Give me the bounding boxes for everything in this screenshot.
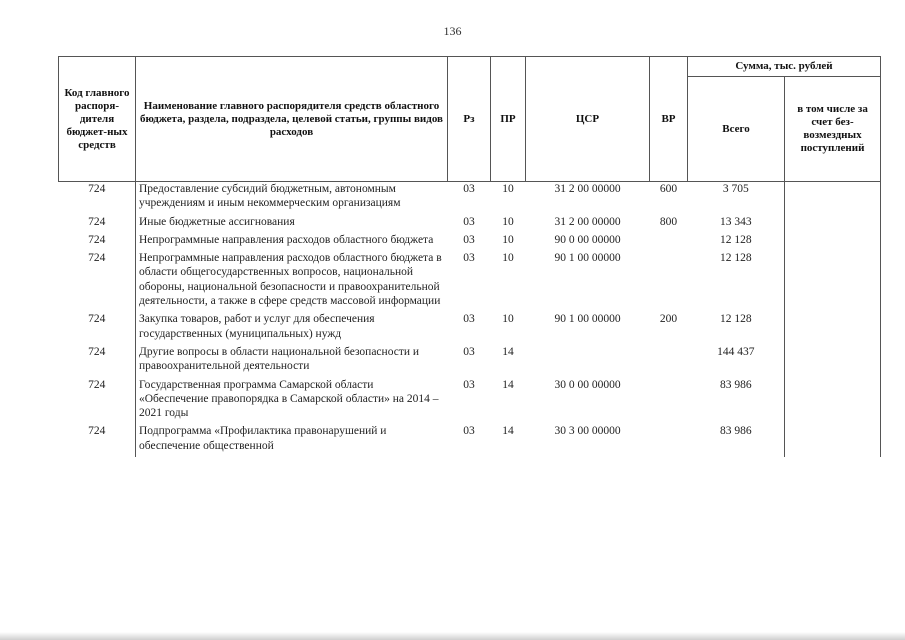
row-code: 724 — [88, 345, 106, 358]
row-name: Предоставление субсидий бюджетным, автономным учреждениям и иным некоммерческим организациям — [136, 182, 448, 215]
row-free — [785, 233, 881, 251]
row-csr: 31 2 00 00000 — [554, 183, 621, 195]
row-vr — [650, 424, 688, 457]
row-total: 12 128 — [688, 251, 785, 312]
table-body — [59, 182, 881, 458]
row-total: 3 705 — [688, 182, 785, 215]
row-total: 12 128 — [688, 312, 785, 345]
row-pr: 10 — [502, 183, 514, 195]
row-code: 724 — [88, 425, 106, 438]
row-vr — [650, 345, 688, 378]
row-rz: 03 — [463, 378, 475, 391]
row-pr: 10 — [502, 252, 514, 265]
row-total: 83 986 — [688, 378, 785, 425]
row-name: Закупка товаров, работ и услуг для обеспечения государственных (муниципальных) нужд — [136, 312, 448, 345]
table-header — [59, 57, 881, 182]
row-name: Непрограммные направления расходов областного бюджета в области общегосударственных вопросов, национальной обороны, национальной безопасности и правоохранительной деятельности, а также в сфере средств массовой информации — [136, 251, 448, 312]
row-rz: 03 — [463, 252, 475, 265]
row-code: 724 — [88, 183, 106, 195]
table-row — [59, 378, 881, 425]
row-free — [785, 215, 881, 233]
header-sum: Сумма, тыс. рублей — [688, 57, 881, 77]
page-number: 136 — [443, 24, 462, 38]
row-pr: 10 — [502, 233, 514, 246]
header-vr: ВР — [650, 57, 688, 182]
row-csr — [526, 345, 650, 378]
row-csr: 90 0 00 00000 — [554, 233, 621, 246]
row-code: 724 — [88, 313, 106, 326]
row-code: 724 — [88, 378, 106, 391]
row-rz: 03 — [463, 345, 475, 358]
row-name: Иные бюджетные ассигнования — [136, 215, 448, 233]
row-rz: 03 — [463, 313, 475, 326]
row-free — [785, 424, 881, 457]
row-total: 13 343 — [688, 215, 785, 233]
row-total: 144 437 — [688, 345, 785, 378]
row-pr: 10 — [502, 215, 514, 228]
row-csr: 90 1 00 00000 — [554, 252, 621, 265]
row-rz: 03 — [463, 233, 475, 246]
table-row — [59, 233, 881, 251]
row-vr: 200 — [659, 313, 678, 326]
table-row — [59, 424, 881, 457]
row-csr: 30 3 00 00000 — [554, 425, 621, 438]
row-total: 83 986 — [688, 424, 785, 457]
row-vr: 800 — [659, 215, 678, 228]
scan-edge — [0, 632, 905, 640]
table-row — [59, 215, 881, 233]
row-pr: 14 — [502, 345, 514, 358]
row-pr: 14 — [502, 378, 514, 391]
row-rz: 03 — [463, 215, 475, 228]
row-name: Другие вопросы в области национальной безопасности и правоохранительной деятельности — [136, 345, 448, 378]
row-free — [785, 182, 881, 215]
row-code: 724 — [88, 252, 106, 265]
table-row — [59, 312, 881, 345]
row-code: 724 — [88, 215, 106, 228]
row-vr — [650, 378, 688, 425]
row-vr — [650, 251, 688, 312]
row-free — [785, 251, 881, 312]
table-row — [59, 251, 881, 312]
row-vr: 600 — [659, 183, 678, 195]
header-name: Наименование главного распорядителя средств областного бюджета, раздела, подраздела, целевой статьи, группы видов расходов — [136, 57, 448, 182]
row-csr: 31 2 00 00000 — [554, 215, 621, 228]
row-name: Непрограммные направления расходов областного бюджета — [136, 233, 448, 251]
row-vr — [650, 233, 688, 251]
row-pr: 14 — [502, 425, 514, 438]
row-rz: 03 — [463, 425, 475, 438]
row-free — [785, 345, 881, 378]
row-pr: 10 — [502, 313, 514, 326]
header-total: Всего — [688, 77, 785, 182]
header-code: Код главного распоря-дителя бюджет-ных средств — [59, 57, 136, 182]
row-name: Подпрограмма «Профилактика правонарушений и обеспечение общественной — [136, 424, 448, 457]
header-csr: ЦСР — [526, 57, 650, 182]
row-free — [785, 378, 881, 425]
row-csr: 90 1 00 00000 — [554, 313, 621, 326]
header-rz: Рз — [448, 57, 491, 182]
header-pr: ПР — [491, 57, 526, 182]
row-rz: 03 — [463, 183, 475, 195]
row-total: 12 128 — [688, 233, 785, 251]
header-free: в том числе за счет без-возмездных поступлений — [785, 77, 881, 182]
table-row — [59, 182, 881, 215]
table-row — [59, 345, 881, 378]
row-csr: 30 0 00 00000 — [554, 378, 621, 391]
budget-table — [58, 56, 881, 457]
row-free — [785, 312, 881, 345]
row-code: 724 — [88, 233, 106, 246]
row-name: Государственная программа Самарской области «Обеспечение правопорядка в Самарской области» на 2014 – 2021 годы — [136, 378, 448, 425]
